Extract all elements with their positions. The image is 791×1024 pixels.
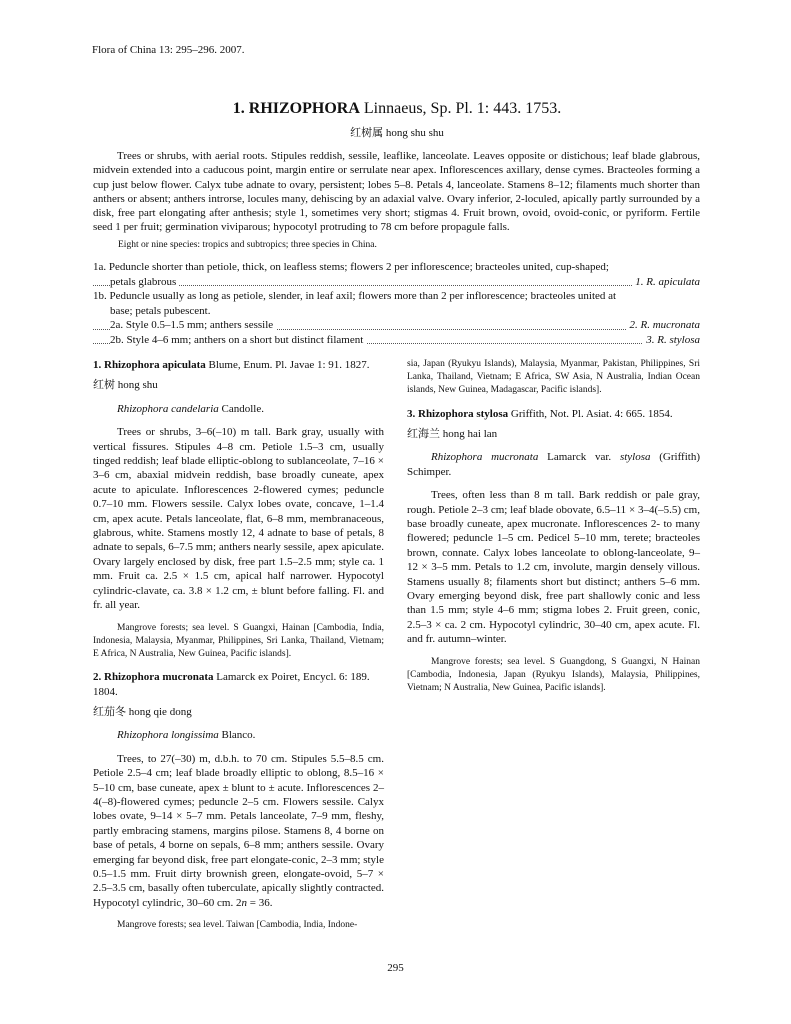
species-description: Trees or shrubs, 3–6(–10) m tall. Bark gray, usually with vertical fissures. Stipules 4–8 cm. Petiole 1.5–3 cm, usually tinged reddish; leaf blade elliptic-oblong to sublanceolate, 7–16 × 3–6 cm, abaxial midvein reddish, base broadly cuneate, apex acute to apiculate. Inflorescences 2-flowered cymes; peduncle 0.7–10 mm. Flowers sessile. Calyx lobes ovate, concave, 1–1.4 cm, apex acute. Petals lanceolate, flat, 6–8 mm, membranaceous, glabrous, white. Stamens mostly 12, 4 adnate to base of petals, 8 adnate to sepals, 6–7.5 mm; anthers nearly sessile, apex apiculate. Ovary largely enclosed by disk, free part 1.5–2.5 mm; style ca. 1 mm. Fruit ca. 2.5 × 1.5 cm, apical half narrower. Hypocotyl cylindric-clavate, ca. 3.8 × 1.2 cm, ± blunt before falling. Fl. and fr. all year. <box>93 426 384 612</box>
key-result: 3. R. stylosa <box>643 333 700 348</box>
key-text: 2a. Style 0.5–1.5 mm; anthers sessile <box>110 318 276 333</box>
key-text: 2b. Style 4–6 mm; anthers on a short but distinct filament <box>110 333 366 348</box>
species-count-note: Eight or nine species: tropics and subtropics; three species in China. <box>118 240 377 250</box>
key-line <box>93 275 700 290</box>
genus-name: 1. RHIZOPHORA <box>232 100 360 117</box>
species-synonym: Rhizophora mucronata Lamarck var. stylosa (Griffith) Schimper. <box>407 451 700 478</box>
journal-citation: Flora of China 13: 295–296. 2007. <box>92 44 245 56</box>
key-result: 1. R. apiculata <box>632 275 700 290</box>
species-synonym: Rhizophora longissima Blanco. <box>117 729 256 742</box>
key-line <box>93 304 700 319</box>
species-heading: 3. Rhizophora stylosa Griffith, Not. Pl. Asiat. 4: 665. 1854. <box>407 407 673 420</box>
species-distribution-continued: sia, Japan (Ryukyu Islands), Malaysia, Myanmar, Pakistan, Philippines, Sri Lanka, Thailand, Vietnam; E Africa, SW Asia, N Australia, Indian Ocean islands, New Guinea, Madagascar, Pacific islands]. <box>407 359 700 396</box>
species-description: Trees, to 27(–30) m, d.b.h. to 70 cm. Stipules 5.5–8.5 cm. Petiole 2.5–4 cm; leaf blade broadly elliptic to oblong, 8.5–16 × 5–10 cm, base cuneate, apex ± blunt to ± acute. Inflorescences 2–4(–8)-flowered cymes; peduncle 2–5 cm. Flowers sessile. Calyx lobes ovate, 9–14 × 5–7 mm. Petals lanceolate, 7–9 mm, fleshy, partly embracing stamens, margins pilose. Stamens 8, 4 borne on base of petals, 4 borne on sepals, 6–8 mm; anthers sessile. Ovary emerging far beyond disk, free part elongate-conic, 2–3 mm; style 0.5–1.5 mm. Fruit dirty brownish green, elongate-ovoid, 5–7 × 2.5–3.5 cm, basally often tuberculate, apically slightly contracted. Hypocotyl cylindric, 30–60 cm. 2n = 36. <box>93 752 384 909</box>
key-text: 1a. Peduncle shorter than petiole, thick, on leafless stems; flowers 2 per inflorescence; bracteoles united, cup-shaped; <box>93 261 609 273</box>
species-chinese-name: 红茄冬 hong qie dong <box>93 705 192 718</box>
species-chinese-name: 红树 hong shu <box>93 379 158 392</box>
genus-description <box>93 149 700 235</box>
right-column <box>407 358 700 695</box>
key-text: 1b. Peduncle usually as long as petiole, slender, in leaf axil; flowers more than 2 per inflorescence; bracteoles united at <box>93 290 617 302</box>
key-result: 2. R. mucronata <box>627 318 700 333</box>
species-chinese-name: 红海兰 hong hai lan <box>407 428 498 441</box>
species-distribution: Mangrove forests; sea level. S Guangxi, Hainan [Cambodia, India, Indonesia, Malaysia, Myanmar, Philippines, Sri Lanka, Thailand, Vietnam; E Africa, N Australia, New Guinea, Pacific islands]. <box>93 622 384 659</box>
key-line <box>93 318 700 333</box>
genus-description-text: Trees or shrubs, with aerial roots. Stipules reddish, sessile, leaflike, lanceolate. Leaves opposite or distichous; leaf blade glabrous, midvein extended into a caducous point, margin entire or serrulate near apex. Inflorescences axillary, dense cymes. Bracteoles forming a cup just below flower. Calyx tube adnate to ovary, persistent; lobes 5–8. Petals 4, lanceolate. Stamens 8–12; filaments much shorter than anthers or absent; anthers introrse, locules many, dehiscing by an adaxial valve. Ovary inferior, 2-loculed, apically partly surrounded by a disk, free part elongating after anthesis; style 1, sometimes very short; stigmas 4. Fruit brown, ovoid, ovoid-conic, or pyriform. Fertile seed 1 per fruit; germination viviparous; hypocotyl protruding to 78 cm before propagule falls. <box>93 150 700 234</box>
key-text: base; petals pubescent. <box>110 304 211 317</box>
page-number: 295 <box>387 962 404 974</box>
identification-key <box>93 260 700 347</box>
key-text: petals glabrous <box>110 275 179 290</box>
key-line <box>93 289 700 304</box>
genus-title <box>92 100 702 118</box>
species-distribution: Mangrove forests; sea level. Taiwan [Cambodia, India, Indone- <box>117 920 358 931</box>
key-leader <box>93 285 700 286</box>
species-description: Trees, often less than 8 m tall. Bark reddish or pale gray, rough. Petiole 2–3 cm; leaf blade obovate, 6.5–11 × 3–4(–5.5) cm, base broadly cuneate, apex mucronate. Inflorescences 2- to many flowered; peduncle 1–5 cm. Pedicel 5–10 mm, terete; bracteoles brown, connate. Calyx lobes lanceolate to oblong-lanceolate, 9–12 × 3–5 mm. Petals to 1.2 cm, involute, margin densely villous. Stamens usually 8; filaments short but distinct; anthers 5–6 mm. Ovary emerging beyond disk, free part shallowly conic and less than 1.5 mm; style 4–6 mm; stigma lobes 2. Fruit green, conic, 2.5–3 × ca. 2 cm. Hypocotyl cylindric, 30–40 cm, apex acute. Fl. and fr. autumn–winter. <box>407 489 700 646</box>
species-synonym: Rhizophora candelaria Candolle. <box>117 402 264 415</box>
species-heading: 1. Rhizophora apiculata Blume, Enum. Pl. Javae 1: 91. 1827. <box>93 359 370 371</box>
genus-citation: Linnaeus, Sp. Pl. 1: 443. 1753. <box>359 100 562 117</box>
genus-chinese-name: 红树属 hong shu shu <box>350 127 444 139</box>
key-line <box>93 333 700 348</box>
key-line <box>93 260 700 275</box>
left-column <box>93 358 384 932</box>
species-distribution: Mangrove forests; sea level. S Guangdong, S Guangxi, N Hainan [Cambodia, Indonesia, Japan (Ryukyu Islands), Malaysia, Philippines, Vietnam; N Australia, New Guinea, Pacific islands]. <box>407 656 700 694</box>
species-heading: 2. Rhizophora mucronata Lamarck ex Poiret, Encycl. 6: 189. 1804. <box>93 671 370 698</box>
